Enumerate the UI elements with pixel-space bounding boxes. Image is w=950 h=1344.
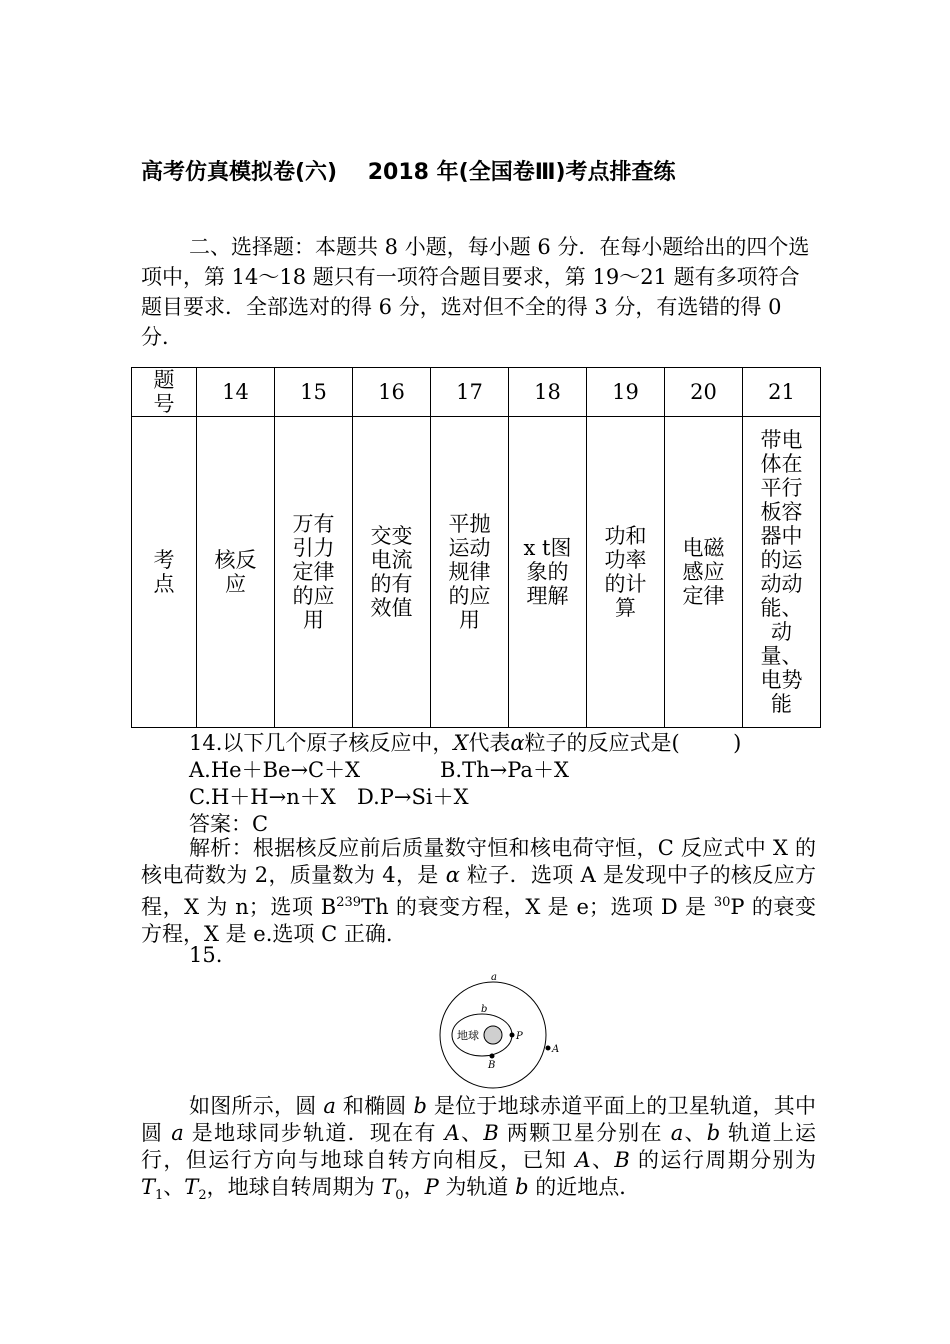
label-earth: 地球 (457, 1029, 479, 1042)
table-header-label: 题号 (132, 368, 197, 417)
label-p: P (516, 1031, 523, 1042)
table-cell: 14 (197, 368, 275, 417)
table-cell: 电磁感应定律 (665, 417, 743, 728)
table-cell: 核反应 (197, 417, 275, 728)
table-cell: 功和功率的计算 (587, 417, 665, 728)
label-a: a (491, 972, 497, 983)
table-cell: 16 (353, 368, 431, 417)
question-14-stem: 14.以下几个原子核反应中，X代表α粒子的反应式是( ) (189, 731, 742, 755)
analysis: 解析：根据核反应前后质量数守恒和核电荷守恒，C 反应式中 X 的核电荷数为 2，质量数为 4，是 α 粒子．选项 A 是发现中子的核反应方程，X 为 n；选项 $B^{239}Th$ 的衰变方程，X 是 e；选项 D 是 $^{30}$P 的衰变方程，X 是 e.选项 C 正确. (141, 836, 816, 946)
table-cell: 20 (665, 368, 743, 417)
question-15-number: 15. (189, 943, 223, 967)
table-cell: 21 (743, 368, 821, 417)
label-satellite-a: A (552, 1044, 560, 1055)
point-p-dot (510, 1033, 515, 1038)
label-satellite-b: B (488, 1060, 496, 1071)
answer: 答案：C (189, 812, 269, 836)
table-row (132, 368, 821, 417)
question-15-stem: 如图所示，圆 a 和椭圆 b 是位于地球赤道平面上的卫星轨道，其中圆 a 是地球同步轨道．现在有 A、B 两颗卫星分别在 a、b 轨道上运行，但运行方向与地球自转方向相反，已知 A、B 的运行周期分别为 $T_1$、$T_2$，地球自转周期为 $T_0$，P 为轨道 b 的近地点． (141, 1094, 817, 1204)
option-a: A.He＋Be→C＋X (189, 758, 361, 782)
orbit-figure (436, 968, 566, 1098)
label-b: b (481, 1004, 488, 1015)
table-row-label: 考点 (132, 417, 197, 728)
earth-disc (484, 1026, 502, 1044)
option-b: B.Th→Pa＋X (440, 758, 569, 782)
table-cell: 万有引力定律的应用 (275, 417, 353, 728)
table-cell: 19 (587, 368, 665, 417)
table-cell: x t图象的理解 (509, 417, 587, 728)
option-d: D.P→Si＋X (357, 785, 469, 809)
section-intro: 二、选择题：本题共 8 小题，每小题 6 分．在每小题给出的四个选项中，第 14～18 题只有一项符合题目要求，第 19～21 题有多项符合题目要求．全部选对的得 6 分，选对但不全的得 3 分，有选错的得 0 分． (141, 235, 810, 349)
table-cell: 带电体在平行板容器中的运动动能、动量、电势能 (743, 417, 821, 728)
table-cell: 17 (431, 368, 509, 417)
topic-table (131, 367, 821, 728)
satellite-b-dot (490, 1054, 495, 1059)
table-cell: 交变电流的有效值 (353, 417, 431, 728)
table-cell: 平抛运动规律的应用 (431, 417, 509, 728)
table-cell: 18 (509, 368, 587, 417)
satellite-a-dot (546, 1046, 551, 1051)
table-row (132, 417, 821, 728)
option-c: C.H＋H→n＋X (189, 785, 336, 809)
table-cell: 15 (275, 368, 353, 417)
page-title: 高考仿真模拟卷(六) 2018 年(全国卷Ⅲ)考点排查练 (141, 160, 676, 185)
